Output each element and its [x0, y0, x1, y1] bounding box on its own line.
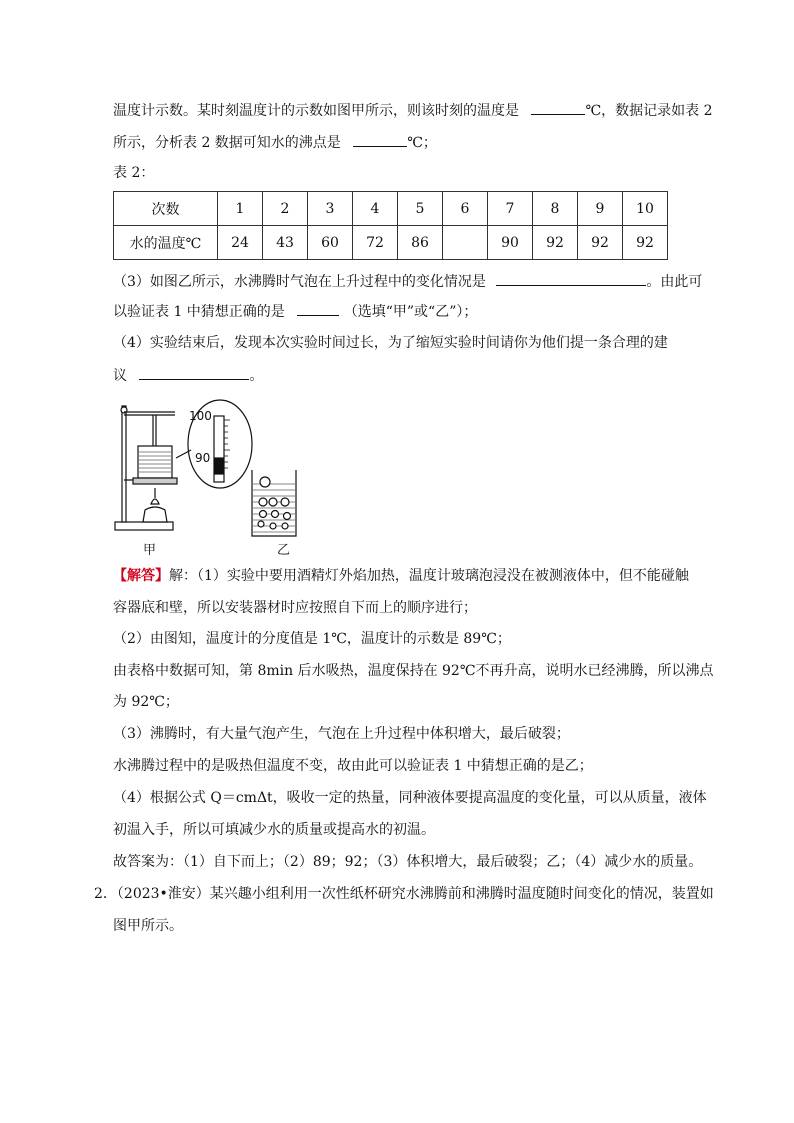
experiment-figure [113, 398, 313, 558]
part3-line2 [113, 301, 477, 322]
table-cell: 72 [353, 226, 398, 260]
table-cell: 92 [578, 226, 623, 260]
table-header-count: 次数 [114, 192, 218, 226]
part3-line1-suffix: 。由此可 [646, 274, 703, 290]
part4-line2-text: 议 [113, 368, 127, 384]
table-cell: 60 [308, 226, 353, 260]
solution-line-1 [113, 566, 689, 586]
table-cell: 24 [218, 226, 263, 260]
solution-line-7: 水沸腾过程中的是吸热但温度不变，故由此可以验证表 1 中猜想正确的是乙； [113, 758, 593, 774]
table-cell: 86 [398, 226, 443, 260]
table-header-temp: 水的温度℃ [114, 226, 218, 260]
table-cell-empty[interactable] [443, 226, 488, 260]
part3-line2-text: 以验证表 1 中猜想正确的是 [113, 304, 285, 320]
table-cell: 92 [533, 226, 578, 260]
suggestion-answer-blank[interactable] [139, 365, 249, 380]
solution-line-8: （4）根据公式 Q＝cmΔt，吸收一定的热量，同种液体要提高温度的变化量，可以从质量，液体 [113, 790, 707, 806]
part4-line2-suffix: 。 [249, 368, 264, 384]
q1-line1-unit: ℃，数据记录如表 2 [585, 103, 713, 119]
table-cell: 3 [308, 192, 353, 226]
temperature-answer-blank[interactable] [531, 100, 585, 115]
table-cell: 2 [263, 192, 308, 226]
solution-line-3: （2）由图知，温度计的分度值是 1℃，温度计的示数是 89℃； [113, 631, 511, 647]
q2-line1 [94, 884, 714, 904]
q1-line1 [113, 100, 712, 121]
solution-line-4: 由表格中数据可知，第 8min 后水吸热，温度保持在 92℃不再升高，说明水已经沸腾，所以沸点 [113, 663, 714, 679]
table-cell: 1 [218, 192, 263, 226]
q1-line1-text: 温度计示数。某时刻温度计的示数如图甲所示，则该时刻的温度是 [113, 103, 519, 119]
part3-line2-suffix: （选填“甲”或“乙”）； [343, 304, 478, 320]
figure-label-jia: 甲 [143, 543, 157, 558]
solution-line-5: 为 92℃； [113, 694, 179, 710]
table-cell: 9 [578, 192, 623, 226]
part3-line1-text: （3）如图乙所示，水沸腾时气泡在上升过程中的变化情况是 [113, 274, 486, 290]
figure-label-yi: 乙 [277, 543, 291, 558]
table-cell: 8 [533, 192, 578, 226]
q2-number: 2． [94, 886, 117, 902]
thermo-label-90: 90 [195, 451, 211, 465]
q1-line2 [113, 132, 437, 153]
solution-tag: 【解答】 [113, 568, 169, 584]
table-cell: 6 [443, 192, 488, 226]
q2-text: （2023•淮安）某兴趣小组利用一次性纸杯研究水沸腾前和沸腾时温度随时间变化的情况，装置如 [116, 886, 714, 902]
thermo-label-100: 100 [189, 409, 212, 423]
guess-answer-blank[interactable] [297, 301, 339, 316]
solution-line-9: 初温入手，所以可填减少水的质量或提高水的初温。 [113, 822, 435, 838]
table-cell: 92 [623, 226, 668, 260]
table-caption: 表 2： [113, 165, 155, 181]
q1-line2-text: 所示，分析表 2 数据可知水的沸点是 [113, 135, 341, 151]
boiling-point-answer-blank[interactable] [353, 132, 407, 147]
solution-line-2: 容器底和壁，所以安装器材时应按照自下而上的顺序进行； [113, 600, 477, 616]
table-row [114, 192, 668, 226]
solution-line-6: （3）沸腾时，有大量气泡产生，气泡在上升过程中体积增大，最后破裂； [113, 726, 570, 742]
solution-text: 解：（1）实验中要用酒精灯外焰加热，温度计玻璃泡浸没在被测液体中，但不能碰触 [169, 568, 689, 584]
data-table [113, 191, 668, 260]
q1-line2-unit: ℃； [407, 135, 437, 151]
table-cell: 43 [263, 226, 308, 260]
solution-line-10: 故答案为：（1）自下而上；（2）89；92；（3）体积增大，最后破裂；乙；（4）减少水的质量。 [113, 854, 703, 870]
table-cell: 4 [353, 192, 398, 226]
table-row [114, 226, 668, 260]
table-cell: 90 [488, 226, 533, 260]
part3-line1 [113, 271, 702, 292]
part4-line2 [113, 365, 263, 386]
table-cell: 10 [623, 192, 668, 226]
table-cell: 7 [488, 192, 533, 226]
part4-line1: （4）实验结束后，发现本次实验时间过长，为了缩短实验时间请你为他们提一条合理的建 [113, 335, 668, 351]
bubble-change-answer-blank[interactable] [496, 271, 646, 286]
q2-line2: 图甲所示。 [113, 918, 183, 934]
table-cell: 5 [398, 192, 443, 226]
